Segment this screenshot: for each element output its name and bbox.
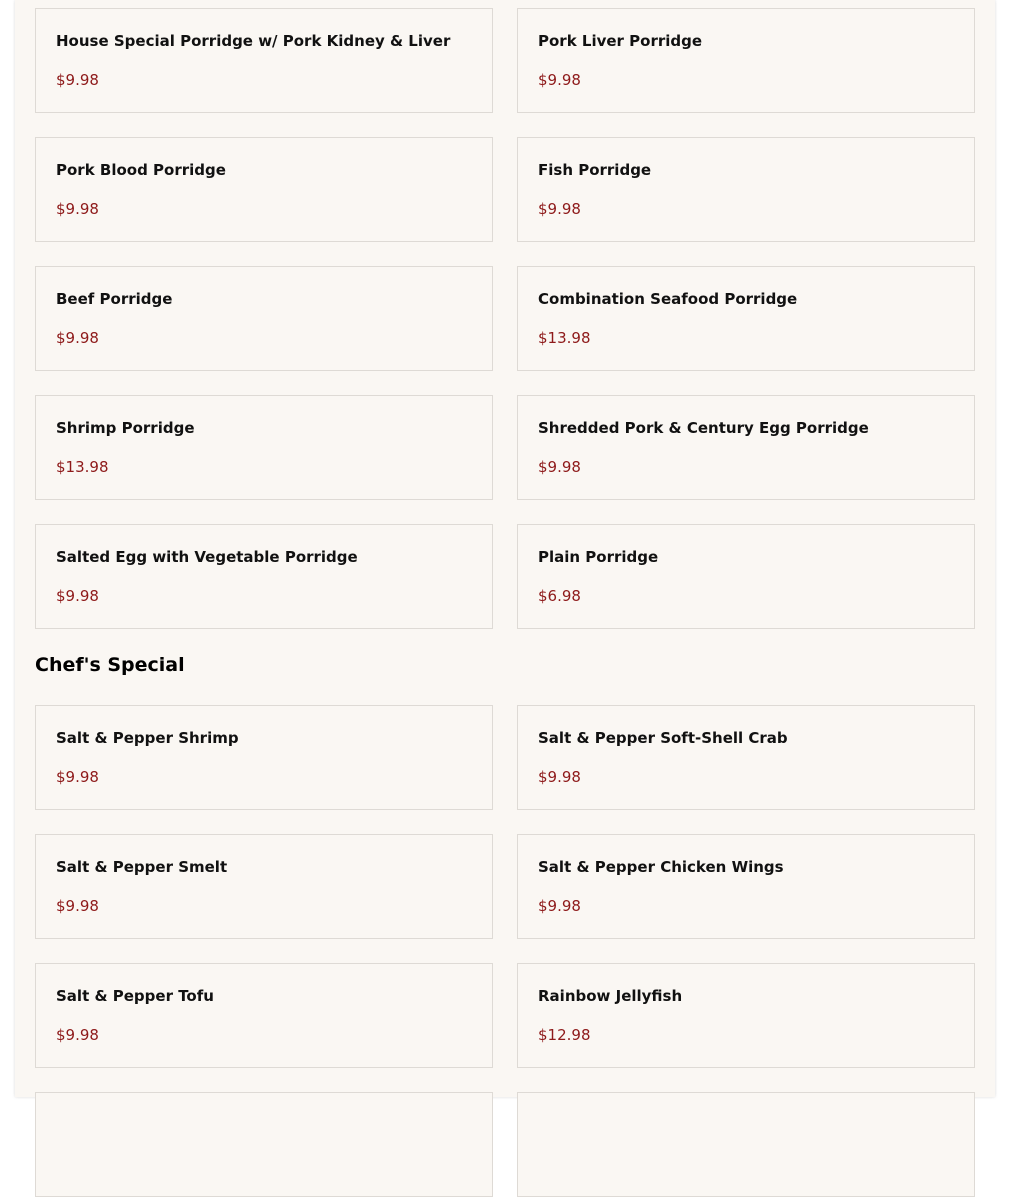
menu-item-price: $9.98 bbox=[56, 200, 99, 218]
menu-item-card-partial[interactable] bbox=[517, 1092, 975, 1197]
menu-item-card[interactable] bbox=[35, 963, 493, 1068]
menu-item-name: Salted Egg with Vegetable Porridge bbox=[56, 548, 358, 566]
menu-item-card[interactable] bbox=[517, 137, 975, 242]
menu-item-name: Fish Porridge bbox=[538, 161, 652, 179]
menu-item-price: $9.98 bbox=[56, 587, 99, 605]
menu-item-card[interactable] bbox=[517, 8, 975, 113]
menu-item-name: Pork Liver Porridge bbox=[538, 32, 703, 50]
menu-item-name: Shrimp Porridge bbox=[56, 419, 195, 437]
menu-item-name: Rainbow Jellyfish bbox=[538, 987, 683, 1005]
menu-item-price: $9.98 bbox=[538, 200, 581, 218]
menu-item-price: $9.98 bbox=[538, 768, 581, 786]
menu-item-card[interactable] bbox=[35, 137, 493, 242]
menu-item-name: Salt & Pepper Soft-Shell Crab bbox=[538, 729, 788, 747]
menu-item-name: Salt & Pepper Chicken Wings bbox=[538, 858, 784, 876]
menu-item-name: Beef Porridge bbox=[56, 290, 173, 308]
menu-item-price: $9.98 bbox=[538, 897, 581, 915]
menu-item-card[interactable] bbox=[35, 395, 493, 500]
menu-item-card[interactable] bbox=[517, 705, 975, 810]
menu-item-card[interactable] bbox=[517, 395, 975, 500]
menu-item-card[interactable] bbox=[35, 705, 493, 810]
menu-item-price: $9.98 bbox=[538, 71, 581, 89]
menu-item-price: $6.98 bbox=[538, 587, 581, 605]
menu-item-price: $9.98 bbox=[56, 768, 99, 786]
menu-item-name: Salt & Pepper Tofu bbox=[56, 987, 214, 1005]
menu-panel bbox=[15, 0, 995, 1097]
menu-item-card[interactable] bbox=[35, 266, 493, 371]
menu-item-card[interactable] bbox=[517, 963, 975, 1068]
section-title-chefs-special: Chef's Special bbox=[35, 654, 185, 676]
porridge-items-grid bbox=[35, 8, 975, 629]
menu-item-name: Combination Seafood Porridge bbox=[538, 290, 798, 308]
menu-item-name: Plain Porridge bbox=[538, 548, 659, 566]
menu-item-name: Salt & Pepper Shrimp bbox=[56, 729, 239, 747]
menu-item-name: Pork Blood Porridge bbox=[56, 161, 226, 179]
menu-item-card[interactable] bbox=[35, 524, 493, 629]
menu-item-name: Shredded Pork & Century Egg Porridge bbox=[538, 419, 869, 437]
menu-item-name: House Special Porridge w/ Pork Kidney & Liver bbox=[56, 32, 451, 50]
menu-item-card[interactable] bbox=[517, 524, 975, 629]
menu-item-price: $12.98 bbox=[538, 1026, 591, 1044]
menu-item-card[interactable] bbox=[35, 8, 493, 113]
menu-item-card[interactable] bbox=[517, 266, 975, 371]
menu-item-card-partial[interactable] bbox=[35, 1092, 493, 1197]
menu-item-name: Salt & Pepper Smelt bbox=[56, 858, 228, 876]
menu-item-card[interactable] bbox=[517, 834, 975, 939]
menu-item-card[interactable] bbox=[35, 834, 493, 939]
menu-item-price: $9.98 bbox=[56, 897, 99, 915]
menu-item-price: $13.98 bbox=[538, 329, 591, 347]
chefs-special-grid bbox=[35, 705, 975, 1197]
menu-item-price: $9.98 bbox=[56, 1026, 99, 1044]
menu-item-price: $13.98 bbox=[56, 458, 109, 476]
menu-item-price: $9.98 bbox=[538, 458, 581, 476]
menu-item-price: $9.98 bbox=[56, 329, 99, 347]
menu-item-price: $9.98 bbox=[56, 71, 99, 89]
